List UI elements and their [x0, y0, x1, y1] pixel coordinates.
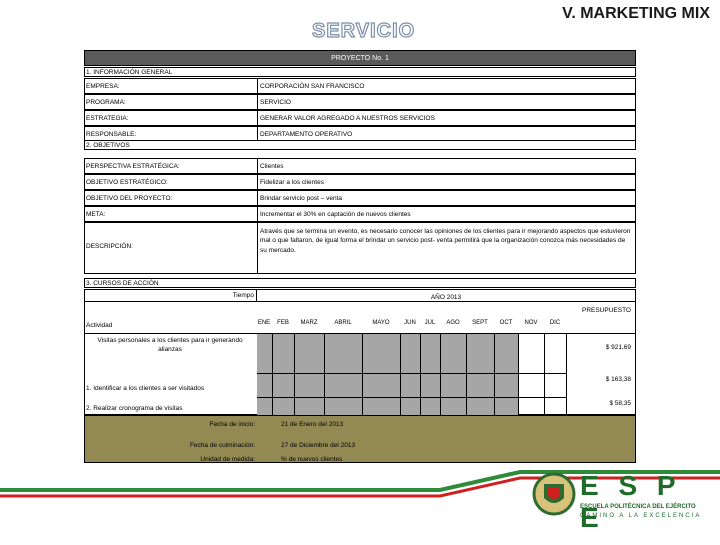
row-label: META:: [86, 211, 106, 218]
objective-row: [84, 190, 636, 206]
row-label: EMPRESA:: [86, 83, 120, 90]
budget-value: $ 921,69: [605, 344, 631, 351]
month-label: NOV: [524, 320, 538, 326]
logo-line1: ESCUELA POLITÉCNICA DEL EJÉRCITO: [580, 504, 696, 510]
description-row: [84, 222, 636, 274]
row-value: Fidelizar a los clientes: [257, 175, 635, 189]
start-date-value: 21 de Enero del 2013: [281, 421, 344, 428]
row-label: OBJETIVO ESTRATÉGICO:: [86, 179, 168, 186]
row-value: Incrementar el 30% en captación de nuevos clientes: [257, 207, 635, 221]
budget-value: $ 163,38: [605, 376, 631, 383]
month-column: [519, 333, 545, 416]
unit-value: % de nuevos clientes: [281, 456, 343, 463]
month-column: [495, 333, 519, 416]
month-grid: [257, 333, 567, 416]
description-value: Através que se termina un evento, es necesario conocer las opiniones de los clientes para ir mejorando aspectos que estuvieron mal o que faltaron, de igual forma el brindar un servicio post- venta permitirá que la organización conozca más necesidades de su mercado.: [257, 223, 635, 273]
month-label: AGO: [446, 320, 460, 326]
month-label: DIC: [549, 320, 561, 326]
month-label: ABRIL: [334, 320, 352, 326]
unit-label: Unidad de medida:: [200, 456, 255, 463]
month-column: [295, 333, 325, 416]
info-row: [84, 110, 636, 126]
row-value: GENERAR VALOR AGREGADO A NUESTROS SERVICIOS: [257, 111, 635, 125]
month-labels: [256, 320, 566, 330]
activity-header: Actividad: [86, 322, 113, 329]
row-value: DEPARTAMENTO OPERATIVO: [257, 127, 635, 141]
month-column: [545, 333, 567, 416]
section-1-title: 1. INFORMACIÓN GENERAL: [84, 67, 636, 77]
dates-panel: [84, 415, 636, 463]
row-value: Clientes: [257, 159, 635, 173]
activity-label: Visitas personales a los clientes para ir generando alianzas: [97, 337, 243, 354]
activity-label: 1. Identificar a los clientes a ser visitados: [86, 385, 205, 392]
project-title: PROYECTO No. 1: [331, 55, 389, 62]
row-value: SERVICIO: [257, 95, 635, 109]
section-2-title: 2. OBJETIVOS: [84, 140, 636, 150]
tiempo-label: Tiempo: [85, 290, 257, 302]
month-label: MARZ: [300, 320, 318, 326]
courses-table: [84, 289, 636, 415]
month-label: SEPT: [472, 320, 488, 326]
section-3-title: 3. CURSOS DE ACCIÓN: [84, 278, 636, 288]
month-label: ENE: [257, 320, 271, 326]
month-label: JUN: [404, 320, 416, 326]
objective-row: [84, 206, 636, 222]
info-row: [84, 94, 636, 110]
start-date-label: Fecha de inicio:: [209, 421, 255, 428]
budget-value: $ 58,35: [609, 400, 631, 407]
row-label: OBJETIVO DEL PROYECTO:: [86, 195, 173, 202]
month-label: JUL: [424, 320, 436, 326]
row-value: Brindar servicio post – venta: [257, 191, 635, 205]
info-row: [84, 78, 636, 94]
month-column: [467, 333, 495, 416]
description-label: DESCRIPCIÓN:: [86, 243, 133, 250]
month-label: FEB: [277, 320, 289, 326]
project-bar: [84, 50, 636, 66]
month-column: [401, 333, 421, 416]
row-label: ESTRATEGIA:: [86, 115, 129, 122]
month-column: [273, 333, 295, 416]
row-value: CORPORACIÓN SAN FRANCISCO: [257, 79, 635, 93]
month-label: OCT: [499, 320, 513, 326]
month-column: [441, 333, 467, 416]
objective-row: [84, 174, 636, 190]
month-label: MAYO: [372, 320, 390, 326]
shield-icon: [532, 472, 576, 516]
month-column: [325, 333, 363, 416]
row-label: PERSPECTIVA ESTRATÉGICA:: [86, 163, 180, 170]
end-date-label: Fecha de culminación:: [189, 442, 255, 449]
month-column: [257, 333, 273, 416]
objective-row: [84, 158, 636, 174]
logo-line2: CAMINO A LA EXCELENCIA: [580, 513, 702, 519]
end-date-value: 27 de Diciembre del 2013: [281, 442, 356, 449]
slide-title: V. MARKETING MIX: [562, 5, 710, 22]
month-column: [421, 333, 441, 416]
row-label: RESPONSABLE:: [86, 131, 137, 138]
month-column: [363, 333, 401, 416]
logo-name: E S P E: [580, 470, 682, 533]
espe-logo: [528, 468, 714, 533]
budget-header: PRESUPUESTO: [581, 307, 631, 314]
row-label: PROGRAMA:: [86, 99, 126, 106]
servicio-title: SERVICIO: [312, 20, 416, 42]
activity-label: 2. Realizar cronograma de visitas: [86, 405, 183, 412]
year-header: AÑO 2013: [257, 290, 635, 302]
